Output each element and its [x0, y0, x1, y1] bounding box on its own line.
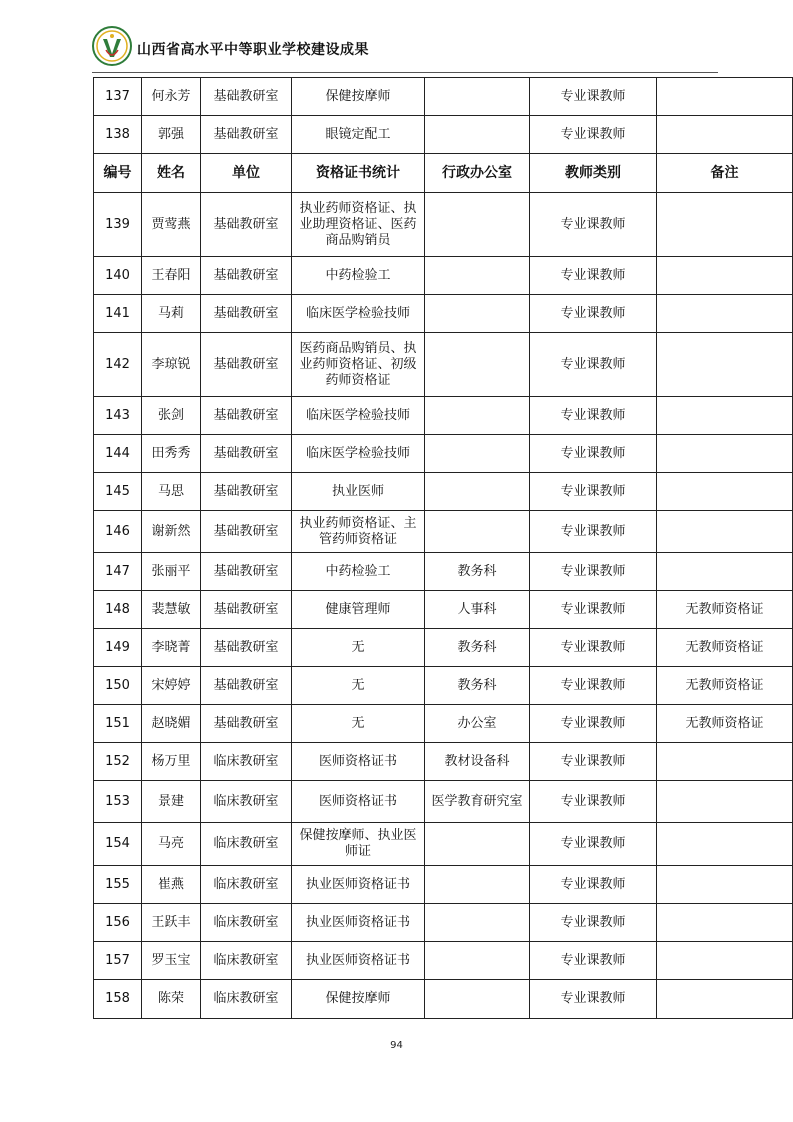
cell-office: [425, 435, 530, 473]
cell-cert: 执业药师资格证、执业助理资格证、医药商品购销员: [292, 193, 425, 257]
cell-note: 无教师资格证: [657, 705, 793, 743]
cell-unit: 基础教研室: [201, 397, 292, 435]
cell-unit: 基础教研室: [201, 667, 292, 705]
cell-cert: 无: [292, 705, 425, 743]
cell-unit: 基础教研室: [201, 333, 292, 397]
cell-cert: 中药检验工: [292, 553, 425, 591]
cell-category: 专业课教师: [530, 333, 657, 397]
cell-office: [425, 980, 530, 1019]
table-row: [94, 435, 793, 473]
cell-no: 148: [94, 591, 142, 629]
table-row: [94, 980, 793, 1019]
cell-office: [425, 942, 530, 980]
cell-category: 专业课教师: [530, 553, 657, 591]
table-row: [94, 116, 793, 154]
header-office: 行政办公室: [425, 154, 530, 193]
cell-name: 赵晓媚: [142, 705, 201, 743]
cell-category: 专业课教师: [530, 78, 657, 116]
cell-office: 教务科: [425, 629, 530, 667]
table-row: [94, 866, 793, 904]
cell-office: [425, 116, 530, 154]
cell-category: 专业课教师: [530, 193, 657, 257]
cell-cert: 执业医师资格证书: [292, 904, 425, 942]
cell-office: [425, 866, 530, 904]
cell-category: 专业课教师: [530, 904, 657, 942]
cell-no: 151: [94, 705, 142, 743]
cell-cert: 医师资格证书: [292, 743, 425, 781]
cell-no: 150: [94, 667, 142, 705]
cell-office: 办公室: [425, 705, 530, 743]
cell-note: [657, 78, 793, 116]
table-row: [94, 629, 793, 667]
table-row: [94, 78, 793, 116]
cell-note: [657, 333, 793, 397]
cell-office: [425, 904, 530, 942]
cell-unit: 基础教研室: [201, 435, 292, 473]
cell-name: 郭强: [142, 116, 201, 154]
cell-name: 谢新然: [142, 511, 201, 553]
cell-unit: 基础教研室: [201, 591, 292, 629]
cell-cert: 保健按摩师、执业医师证: [292, 823, 425, 866]
cell-unit: 基础教研室: [201, 629, 292, 667]
cell-category: 专业课教师: [530, 705, 657, 743]
cell-name: 杨万里: [142, 743, 201, 781]
cell-office: [425, 295, 530, 333]
table-row: [94, 781, 793, 823]
cell-office: 教材设备科: [425, 743, 530, 781]
cell-unit: 基础教研室: [201, 295, 292, 333]
cell-unit: 临床教研室: [201, 980, 292, 1019]
cell-name: 陈荣: [142, 980, 201, 1019]
cell-unit: 临床教研室: [201, 781, 292, 823]
cell-name: 李琼锐: [142, 333, 201, 397]
cell-cert: 无: [292, 629, 425, 667]
cell-name: 张丽平: [142, 553, 201, 591]
cell-cert: 保健按摩师: [292, 78, 425, 116]
cell-category: 专业课教师: [530, 667, 657, 705]
table-header: [94, 154, 793, 193]
cell-unit: 临床教研室: [201, 823, 292, 866]
cell-cert: 医药商品购销员、执业药师资格证、初级药师资格证: [292, 333, 425, 397]
table-row: [94, 823, 793, 866]
table-row: [94, 942, 793, 980]
staff-table-container: [93, 77, 792, 1019]
cell-unit: 基础教研室: [201, 257, 292, 295]
cell-office: 医学教育研究室: [425, 781, 530, 823]
cell-cert: 无: [292, 667, 425, 705]
cell-no: 157: [94, 942, 142, 980]
pre-header-rows: [94, 78, 793, 154]
cell-no: 158: [94, 980, 142, 1019]
header-title: 山西省高水平中等职业学校建设成果: [137, 42, 369, 58]
cell-cert: 健康管理师: [292, 591, 425, 629]
table-row: [94, 511, 793, 553]
cell-category: 专业课教师: [530, 980, 657, 1019]
cell-office: [425, 511, 530, 553]
cell-cert: 中药检验工: [292, 257, 425, 295]
cell-unit: 临床教研室: [201, 743, 292, 781]
cell-unit: 基础教研室: [201, 473, 292, 511]
cell-unit: 基础教研室: [201, 78, 292, 116]
cell-category: 专业课教师: [530, 116, 657, 154]
cell-note: [657, 511, 793, 553]
cell-cert: 执业药师资格证、主管药师资格证: [292, 511, 425, 553]
cell-note: [657, 116, 793, 154]
header-category: 教师类别: [530, 154, 657, 193]
cell-category: 专业课教师: [530, 942, 657, 980]
cell-no: 144: [94, 435, 142, 473]
cell-cert: 临床医学检验技师: [292, 435, 425, 473]
cell-name: 马莉: [142, 295, 201, 333]
cell-no: 147: [94, 553, 142, 591]
cell-note: [657, 781, 793, 823]
cell-cert: 临床医学检验技师: [292, 397, 425, 435]
table-row: [94, 473, 793, 511]
cell-name: 裴慧敏: [142, 591, 201, 629]
cell-no: 155: [94, 866, 142, 904]
cell-note: [657, 435, 793, 473]
cell-unit: 临床教研室: [201, 904, 292, 942]
cell-note: [657, 942, 793, 980]
cell-name: 王跃丰: [142, 904, 201, 942]
cell-category: 专业课教师: [530, 397, 657, 435]
table-row: [94, 257, 793, 295]
cell-category: 专业课教师: [530, 743, 657, 781]
cell-name: 田秀秀: [142, 435, 201, 473]
cell-note: [657, 980, 793, 1019]
page-header: [92, 26, 718, 74]
table-row: [94, 295, 793, 333]
cell-no: 137: [94, 78, 142, 116]
cell-note: [657, 397, 793, 435]
header-unit: 单位: [201, 154, 292, 193]
cell-office: [425, 397, 530, 435]
cell-name: 贾莺燕: [142, 193, 201, 257]
cell-note: [657, 193, 793, 257]
cell-cert: 眼镜定配工: [292, 116, 425, 154]
cell-name: 王春阳: [142, 257, 201, 295]
table-row: [94, 667, 793, 705]
cell-office: [425, 333, 530, 397]
table-row: [94, 333, 793, 397]
cell-office: [425, 78, 530, 116]
header-divider: [92, 72, 718, 73]
cell-cert: 医师资格证书: [292, 781, 425, 823]
table-row: [94, 904, 793, 942]
cell-office: 人事科: [425, 591, 530, 629]
cell-no: 141: [94, 295, 142, 333]
cell-note: 无教师资格证: [657, 591, 793, 629]
page-number: 94: [390, 1040, 403, 1051]
cell-category: 专业课教师: [530, 591, 657, 629]
cell-unit: 基础教研室: [201, 705, 292, 743]
cell-cert: 临床医学检验技师: [292, 295, 425, 333]
cell-name: 崔燕: [142, 866, 201, 904]
cell-cert: 执业医师资格证书: [292, 866, 425, 904]
cell-category: 专业课教师: [530, 629, 657, 667]
cell-office: [425, 257, 530, 295]
cell-no: 154: [94, 823, 142, 866]
cell-office: 教务科: [425, 553, 530, 591]
cell-no: 146: [94, 511, 142, 553]
table-row: [94, 743, 793, 781]
header-name: 姓名: [142, 154, 201, 193]
cell-note: [657, 743, 793, 781]
header-note: 备注: [657, 154, 793, 193]
cell-unit: 临床教研室: [201, 942, 292, 980]
staff-table: [93, 77, 793, 1019]
table-row: [94, 193, 793, 257]
cell-unit: 临床教研室: [201, 866, 292, 904]
cell-unit: 基础教研室: [201, 553, 292, 591]
header-no: 编号: [94, 154, 142, 193]
cell-note: 无教师资格证: [657, 667, 793, 705]
cell-cert: 执业医师资格证书: [292, 942, 425, 980]
cell-note: 无教师资格证: [657, 629, 793, 667]
cell-category: 专业课教师: [530, 781, 657, 823]
cell-no: 156: [94, 904, 142, 942]
cell-no: 142: [94, 333, 142, 397]
header-cert: 资格证书统计: [292, 154, 425, 193]
cell-no: 145: [94, 473, 142, 511]
cell-category: 专业课教师: [530, 866, 657, 904]
cell-category: 专业课教师: [530, 257, 657, 295]
cell-office: [425, 193, 530, 257]
cell-no: 140: [94, 257, 142, 295]
cell-name: 马思: [142, 473, 201, 511]
cell-unit: 基础教研室: [201, 193, 292, 257]
cell-cert: 执业医师: [292, 473, 425, 511]
cell-category: 专业课教师: [530, 295, 657, 333]
cell-note: [657, 257, 793, 295]
cell-unit: 基础教研室: [201, 511, 292, 553]
cell-name: 景建: [142, 781, 201, 823]
cell-name: 罗玉宝: [142, 942, 201, 980]
cell-office: 教务科: [425, 667, 530, 705]
cell-office: [425, 473, 530, 511]
cell-note: [657, 904, 793, 942]
cell-name: 李晓菁: [142, 629, 201, 667]
cell-note: [657, 295, 793, 333]
cell-category: 专业课教师: [530, 511, 657, 553]
cell-no: 152: [94, 743, 142, 781]
cell-unit: 基础教研室: [201, 116, 292, 154]
cell-note: [657, 866, 793, 904]
table-row: [94, 397, 793, 435]
table-row: [94, 591, 793, 629]
table-row: [94, 553, 793, 591]
school-logo-icon: [92, 26, 132, 66]
cell-no: 153: [94, 781, 142, 823]
cell-office: [425, 823, 530, 866]
cell-note: [657, 553, 793, 591]
table-row: [94, 705, 793, 743]
cell-name: 宋婷婷: [142, 667, 201, 705]
cell-category: 专业课教师: [530, 473, 657, 511]
cell-no: 143: [94, 397, 142, 435]
table-body: [94, 193, 793, 1019]
header-row: [94, 154, 793, 193]
cell-note: [657, 473, 793, 511]
cell-name: 马亮: [142, 823, 201, 866]
cell-category: 专业课教师: [530, 435, 657, 473]
cell-cert: 保健按摩师: [292, 980, 425, 1019]
cell-no: 139: [94, 193, 142, 257]
cell-no: 149: [94, 629, 142, 667]
cell-name: 何永芳: [142, 78, 201, 116]
cell-name: 张剑: [142, 397, 201, 435]
cell-note: [657, 823, 793, 866]
cell-no: 138: [94, 116, 142, 154]
cell-category: 专业课教师: [530, 823, 657, 866]
